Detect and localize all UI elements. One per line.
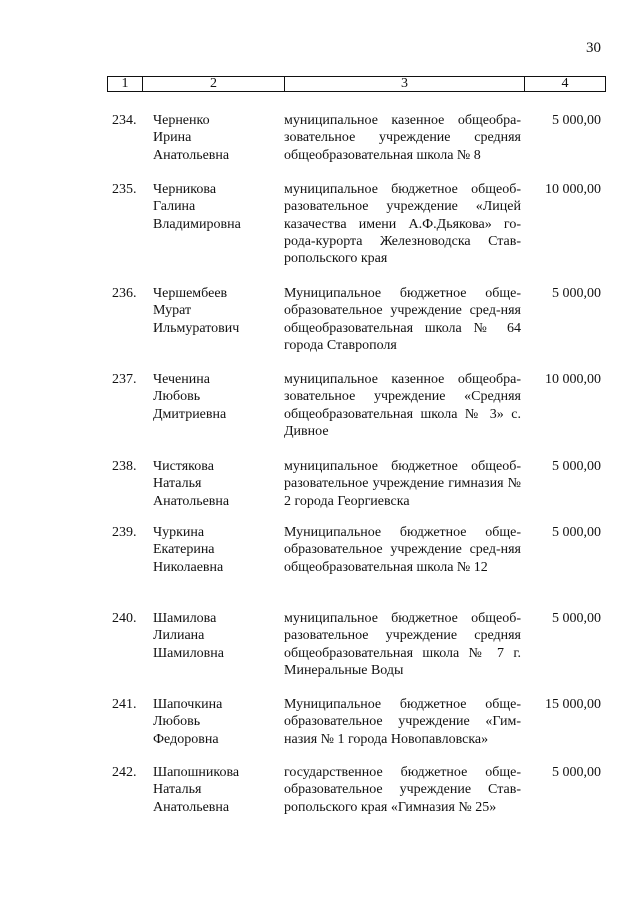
institution: Муниципальное бюджетное обще-образовательное учреждение «Гим-назия № 1 города Новопавловска» <box>284 697 521 747</box>
amount: 5 000,00 <box>552 459 601 474</box>
row-number: 239. <box>112 525 137 540</box>
patronymic: Анатольевна <box>153 493 230 509</box>
first-name: Ирина <box>153 130 192 146</box>
person-name <box>153 371 281 423</box>
first-name: Лилиана <box>153 628 205 644</box>
amount: 10 000,00 <box>545 372 601 387</box>
first-name: Екатерина <box>153 542 215 558</box>
column-header-1: 1 <box>108 77 143 91</box>
first-name: Любовь <box>153 389 201 405</box>
surname: Чуркина <box>153 525 205 540</box>
person-name <box>153 764 281 816</box>
surname: Чершембеев <box>153 286 228 301</box>
amount: 15 000,00 <box>545 697 601 712</box>
person-name <box>153 285 281 337</box>
row-number: 235. <box>112 182 137 197</box>
amount: 5 000,00 <box>552 525 601 540</box>
patronymic: Анатольевна <box>153 147 230 163</box>
institution: муниципальное бюджетное общеоб-разовательное учреждение «Лицей казачества имени А.Ф.Дьякова» го-рода-курорта Железноводска Став-ропольского края <box>284 182 521 267</box>
first-name: Галина <box>153 199 196 215</box>
surname: Шамилова <box>153 611 217 626</box>
column-header-3: 3 <box>285 77 525 91</box>
amount: 5 000,00 <box>552 611 601 626</box>
surname: Черненко <box>153 113 210 128</box>
institution: Муниципальное бюджетное обще-образовательное учреждение сред-няя общеобразовательная школа № 12 <box>284 525 521 575</box>
person-name <box>153 610 281 662</box>
patronymic: Анатольевна <box>153 799 230 815</box>
institution: муниципальное бюджетное общеоб-разовательное учреждение гимназия № 2 города Георгиевска <box>284 459 521 509</box>
patronymic: Николаевна <box>153 559 224 575</box>
first-name: Наталья <box>153 782 202 798</box>
first-name: Любовь <box>153 714 201 730</box>
row-number: 237. <box>112 372 137 387</box>
surname: Черникова <box>153 182 217 197</box>
amount: 10 000,00 <box>545 182 601 197</box>
amount: 5 000,00 <box>552 113 601 128</box>
row-number: 238. <box>112 459 137 474</box>
page-number: 30 <box>586 40 601 56</box>
person-name <box>153 458 281 510</box>
row-number: 241. <box>112 697 137 712</box>
surname: Шапочкина <box>153 697 223 712</box>
institution: муниципальное бюджетное общеоб-разовательное учреждение средняя общеобразовательная школа № 7 г. Минеральные Воды <box>284 611 521 678</box>
surname: Чеченина <box>153 372 210 387</box>
patronymic: Шамиловна <box>153 645 224 661</box>
row-number: 242. <box>112 765 137 780</box>
column-header-row <box>107 76 606 92</box>
first-name: Мурат <box>153 303 192 319</box>
person-name <box>153 112 281 164</box>
column-header-4: 4 <box>561 76 569 91</box>
first-name: Наталья <box>153 476 202 492</box>
amount: 5 000,00 <box>552 765 601 780</box>
patronymic: Владимировна <box>153 216 241 232</box>
row-number: 236. <box>112 286 137 301</box>
row-number: 234. <box>112 113 137 128</box>
institution: муниципальное казенное общеобра-зовательное учреждение «Средняя общеобразовательная школа № 3» с. Дивное <box>284 372 521 439</box>
institution: муниципальное казенное общеобра-зовательное учреждение средняя общеобразовательная школа № 8 <box>284 113 521 163</box>
person-name <box>153 696 281 748</box>
surname: Шапошникова <box>153 765 240 780</box>
person-name <box>153 524 281 576</box>
row-number: 240. <box>112 611 137 626</box>
surname: Чистякова <box>153 459 214 474</box>
column-header-2: 2 <box>143 77 285 91</box>
patronymic: Ильмуратович <box>153 320 240 336</box>
patronymic: Федоровна <box>153 731 219 747</box>
institution: государственное бюджетное обще-образовательное учреждение Став-ропольского края «Гимназия № 25» <box>284 765 521 815</box>
person-name <box>153 181 281 233</box>
amount: 5 000,00 <box>552 286 601 301</box>
institution: Муниципальное бюджетное обще-образовательное учреждение сред-няя общеобразовательная школа № 64 города Ставрополя <box>284 286 521 353</box>
patronymic: Дмитриевна <box>153 406 227 422</box>
